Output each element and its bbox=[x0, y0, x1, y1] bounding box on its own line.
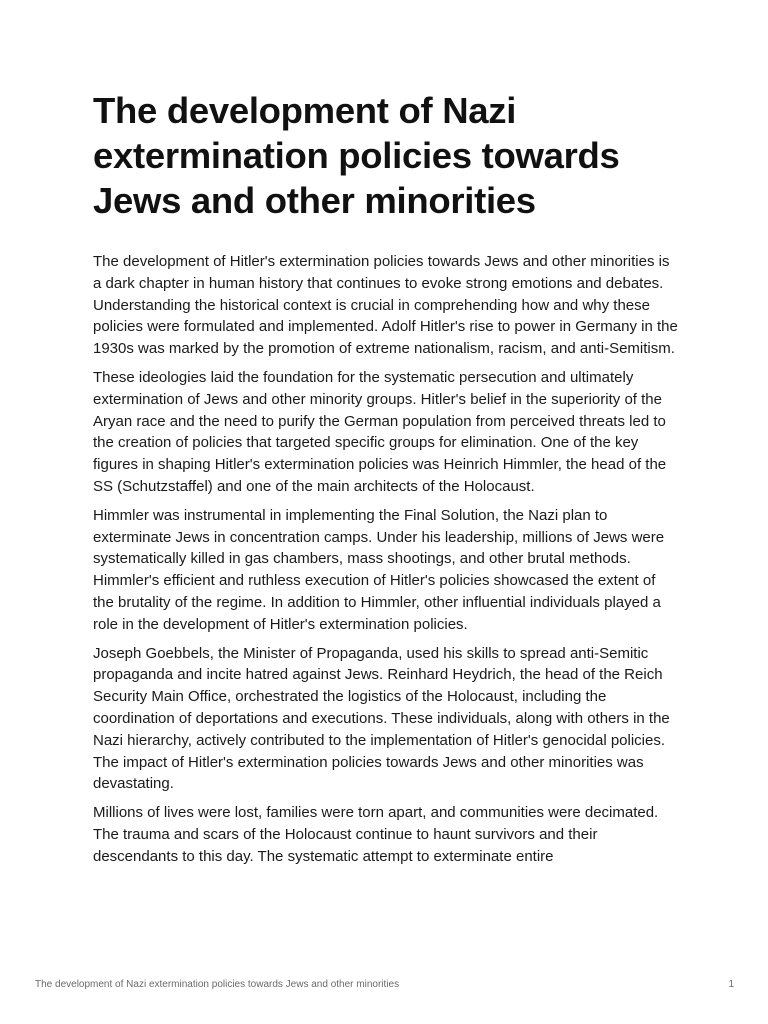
paragraph-1: The development of Hitler's extermination policies towards Jews and other minorities is a dark chapter in human history that continues to evoke strong emotions and debates. Understanding the historical context is crucial in comprehending how and why these policies were formulated and implemented. Adolf Hitler's rise to power in Germany in the 1930s was marked by the promotion of extreme nationalism, racism, and anti-Semitism. bbox=[93, 253, 678, 358]
paragraph-4: Joseph Goebbels, the Minister of Propaganda, used his skills to spread anti-Semitic propaganda and incite hatred against Jews. Reinhard Heydrich, the head of the Reich Security Main Office, orchestrated the logistics of the Holocaust, including the coordination of deportations and executions. These individuals, along with others in the Nazi hierarchy, actively contributed to the implementation of Hitler's genocidal policies. The impact of Hitler's extermination policies towards Jews and other minorities was devastating. bbox=[93, 644, 670, 793]
page-title: The development of Nazi extermination policies towards Jews and other minorities bbox=[93, 90, 620, 221]
page-number: 1 bbox=[728, 979, 734, 990]
paragraph-5: Millions of lives were lost, families were torn apart, and communities were decimated. The trauma and scars of the Holocaust continue to haunt survivors and their descendants to this day. The systematic attempt to exterminate entire bbox=[93, 804, 659, 865]
document-body bbox=[93, 88, 678, 875]
paragraph-2: These ideologies laid the foundation for the systematic persecution and ultimately extermination of Jews and other minority groups. Hitler's belief in the superiority of the Aryan race and the need to purify the German population from perceived threats led to the creation of policies that targeted specific groups for elimination. One of the key figures in shaping Hitler's extermination policies was Heinrich Himmler, the head of the SS (Schutzstaffel) and one of the main architects of the Holocaust. bbox=[93, 368, 667, 495]
paragraph-3: Himmler was instrumental in implementing the Final Solution, the Nazi plan to exterminate Jews in concentration camps. Under his leadership, millions of Jews were systematically killed in gas chambers, mass shootings, and other brutal methods. Himmler's efficient and ruthless execution of Hitler's policies showcased the extent of the brutality of the regime. In addition to Himmler, other influential individuals played a role in the development of Hitler's extermination policies. bbox=[93, 506, 665, 633]
footer-running-title: The development of Nazi extermination policies towards Jews and other minorities bbox=[35, 979, 400, 990]
